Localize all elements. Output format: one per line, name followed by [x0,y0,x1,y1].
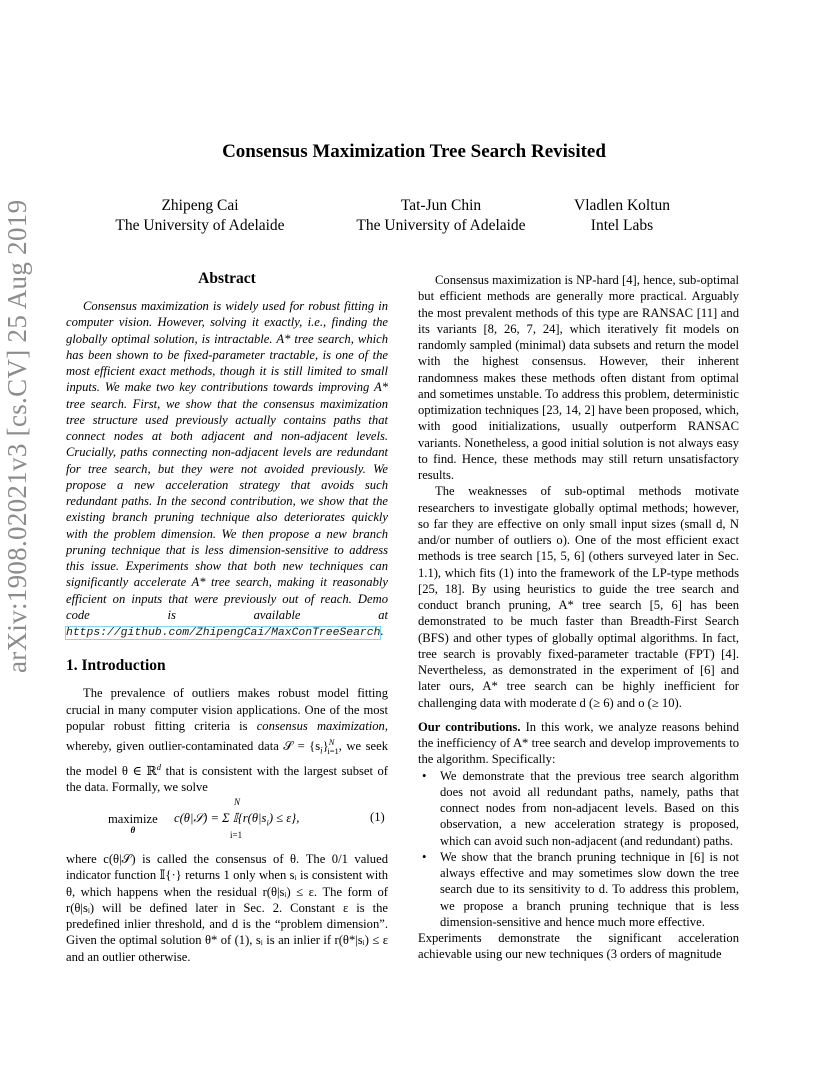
author-name: Tat-Jun Chin [400,197,482,214]
arxiv-stamp-text: arXiv:1908.02021v3 [cs.CV] 25 Aug 2019 [2,199,32,673]
intro-paragraph-1 [66,685,388,795]
author-name: Zhipeng Cai [161,197,239,214]
emphasis: consensus maximization [256,718,385,733]
author-name: Vladlen Koltun [574,197,670,214]
contributions-paragraph [418,719,739,768]
contributions-heading: Our contributions. [418,719,521,734]
abstract-heading: Abstract [198,270,256,287]
author-block-1 [115,196,285,236]
contributions-text: In this work, we analyze reasons behind the inefficiency of A* tree search and develop improvements to the algorithm. Specifically: [418,719,739,767]
sub: i [320,745,323,756]
contributions-list [418,768,739,931]
eq-sum-top: N [234,797,241,807]
eq-sum-bottom: i=1 [230,830,243,840]
right-column [418,272,739,963]
author-affiliation: The University of Adelaide [115,217,285,234]
abstract-body: Consensus maximization is widely used for robust fitting in computer vision. However, solving it exactly, i.e., finding the globally optimal solution, is intractable. A* tree search, which has been shown to be fixed-parameter tractable, is one of the most efficient exact methods, though it is still limited to small inputs. We make two key contributions towards improving A* tree search. First, we show that the consensus maximization tree structure used previously actually contains paths that connect nodes at both adjacent and non-adjacent levels. Crucially, paths connecting non-adjacent levels are redundant for tree search, but they were not avoided previously. We propose a new acceleration strategy that avoids such redundant paths. In the second contribution, we show that the existing branch pruning technique also deteriorates quickly with the problem dimension. We then propose a new branch pruning technique that is less dimension-sensitive to address this issue. Experiments show that both new techniques can significantly accelerate A* tree search, making it reasonably efficient on inputs that were previously out of reach. Demo code is available at [66,299,388,622]
intro-paragraph-2: where c(θ|𝒮) is called the consensus of θ. The 0/1 valued indicator function 𝕀{·} returns 1 only when sᵢ is consistent with θ, which happens when the residual r(θ|sᵢ) ≤ ε. The form of r(θ|sᵢ) will be defined later in Sec. 2. Constant ε is the predefined inlier threshold, and d is the “problem dimension”. Given the optimal solution θ* of (1), sᵢ is an inlier if r(θ*|sᵢ) ≤ ε and an outlier otherwise. [66,852,388,964]
paper-title: Consensus Maximization Tree Search Revisited [222,141,606,162]
list-item: • We demonstrate that the previous tree search algorithm does not avoid all redundant paths, namely, paths that connect nodes from non-adjacent levels. Based on this observation, a new acceleration strategy is proposed, which can avoid such non-adjacent (and redundant) paths. [418,768,739,849]
abstract-period: . [380,624,384,638]
author-affiliation: The University of Adelaide [356,217,526,234]
left-column-lower [66,851,388,965]
right-paragraph-1: Consensus maximization is NP-hard [4], hence, sub-optimal but efficient methods are generally more practical. Arguably the most prevalent methods of this type are RANSAC [11] and its variants [8, 26, 7, 24], which iteratively fit models on randomly sampled (minimal) data subsets and return the model with the highest consensus. However, their inherent randomness makes these methods often distant from optimal and sometimes unstable. To address this problem, deterministic optimization techniques [23, 14, 2] have been proposed, which, with good initializations, usually outperform RANSAC variants. Nonetheless, a good initial solution is not always easy to find. Hence, these methods may still return unsatisfactory results. [418,273,739,482]
eq-maximize [108,812,158,835]
sub: i [266,817,269,828]
author-block-2 [352,196,530,236]
text: c(θ|𝒮) = Σ 𝕀{r(θ|s [174,811,267,825]
eq-body [174,810,299,828]
eq-operator: maximize [108,812,158,826]
text: , whereby, given outlier-contaminated data 𝒮 = {s [66,718,388,754]
list-item: • We show that the branch pruning technique in [6] is not always effective and may sometimes slow down the tree search due to its sensitivity to d. To address this problem, we propose a branch pruning technique that is less dimension-sensitive and hence much more effective. [418,849,739,930]
text: ) ≤ ε}, [268,811,300,825]
text: The prevalence of outliers makes robust model fitting crucial in many computer vision applications. One of the most popular robust fitting criteria is [66,686,388,733]
author-affiliation: Intel Labs [590,217,654,234]
author-block-3 [566,196,678,236]
intro-heading: 1. Introduction [66,657,166,675]
code-link[interactable]: https://github.com/ZhipengCai/MaxConTreeSearch [66,627,381,639]
text: } [322,739,329,754]
equation-number: (1) [370,810,385,824]
eq-subscript: θ [130,825,136,835]
sup: d [156,761,162,772]
sub: i=1 [327,745,339,756]
sup: N [328,737,335,747]
text: that is consistent with the largest subset of the data. Formally, we solve [66,764,389,795]
text: , we seek the model θ ∈ ℝ [66,739,389,779]
left-column [66,270,388,796]
equation-1 [104,797,390,844]
abstract-text [66,298,388,641]
right-paragraph-2: The weaknesses of sub-optimal methods motivate researchers to investigate globally optimal methods; however, so far they are effective on only small input sizes (small d, N and/or number of outliers o). One of the most efficient exact methods is tree search [15, 5, 6] (others surveyed later in Sec. 1.1), which fits (1) into the framework of the LP-type methods [25, 18]. By using heuristics to guide the tree search and conduct branch pruning, A* tree search [5, 6] has been demonstrated to be much faster than Breadth-First Search (BFS) and other types of globally optimal algorithms. In fact, tree search is provably fixed-parameter tractable (FPT) [4]. Nevertheless, as demonstrated in the experiment of [6] and later ours, A* tree search can be highly inefficient for challenging data with moderate d (≥ 6) and o (≥ 10). [418,484,739,710]
right-paragraph-3: Experiments demonstrate the significant acceleration achievable using our new techniques (3 orders of magnitude [418,931,739,962]
